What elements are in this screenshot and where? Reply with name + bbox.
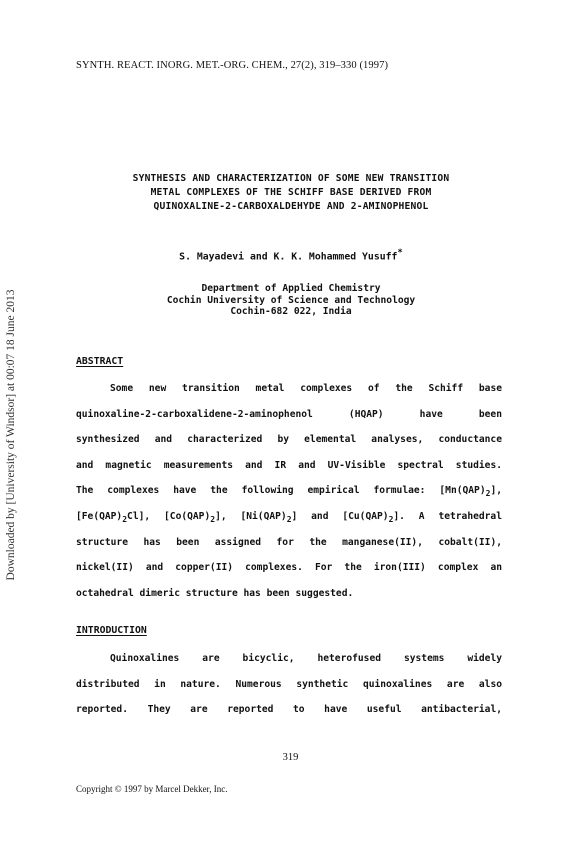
author-names: S. Mayadevi and K. K. Mohammed Yusuff — [179, 251, 398, 263]
text-line: Quinoxalines are bicyclic, heterofused systems widely — [110, 653, 502, 664]
corresponding-mark: * — [397, 248, 403, 258]
download-note — [0, 0, 22, 865]
text-line: reported. They are reported to have useful antibacterial, — [76, 704, 502, 716]
affiliation-line: Cochin-682 022, India — [230, 306, 352, 317]
affiliation — [60, 283, 522, 318]
copyright-notice: Copyright © 1997 by Marcel Dekker, Inc. — [76, 784, 228, 794]
text-line: octahedral dimeric structure has been suggested. — [76, 587, 354, 599]
text-line: nickel(II) and copper(II) complexes. For the iron(III) complex an — [76, 562, 502, 574]
title-line: SYNTHESIS AND CHARACTERIZATION OF SOME NEW TRANSITION — [132, 173, 450, 184]
introduction-body — [76, 646, 502, 723]
authors — [60, 248, 522, 262]
text-line: distributed in nature. Numerous synthetic quinoxalines are also — [76, 678, 502, 690]
text-line: synthesized and characterized by elemental analyses, conductance — [76, 434, 502, 446]
affiliation-line: Department of Applied Chemistry — [201, 283, 381, 294]
affiliation-line: Cochin University of Science and Technology — [166, 294, 416, 306]
journal-citation: SYNTH. REACT. INORG. MET.-ORG. CHEM., 27(2), 319–330 (1997) — [76, 60, 389, 71]
title-line: QUINOXALINE-2-CARBOXALDEHYDE AND 2-AMINOPHENOL — [153, 201, 429, 212]
text-line: structure has been assigned for the manganese(II), cobalt(II), — [76, 536, 502, 548]
download-note-text: Downloaded by [University of Windsor] at 00:07 18 June 2013 — [5, 289, 17, 581]
text-line: quinoxaline-2-carboxalidene-2-aminophenol (HQAP) have been — [76, 408, 502, 420]
text-line: and magnetic measurements and IR and UV-Visible spectral studies. — [76, 459, 502, 471]
title-line: METAL COMPLEXES OF THE SCHIFF BASE DERIVED FROM — [150, 187, 432, 198]
introduction-heading: INTRODUCTION — [76, 625, 147, 636]
paper-title — [60, 172, 522, 214]
abstract-body — [76, 376, 502, 606]
page-number: 319 — [282, 752, 299, 763]
text-line: Some new transition metal complexes of the Schiff base — [110, 383, 502, 394]
abstract-heading: ABSTRACT — [76, 356, 124, 367]
text-line: The complexes have the following empirical formulae: $[Mn(QAP)_2]$, — [76, 485, 502, 499]
text-line: $[Fe(QAP)_2Cl]$, $[Co(QAP)_2]$, $[Ni(QAP)_2]$ and $[Cu(QAP)_2]$. A tetrahedral — [76, 510, 502, 524]
